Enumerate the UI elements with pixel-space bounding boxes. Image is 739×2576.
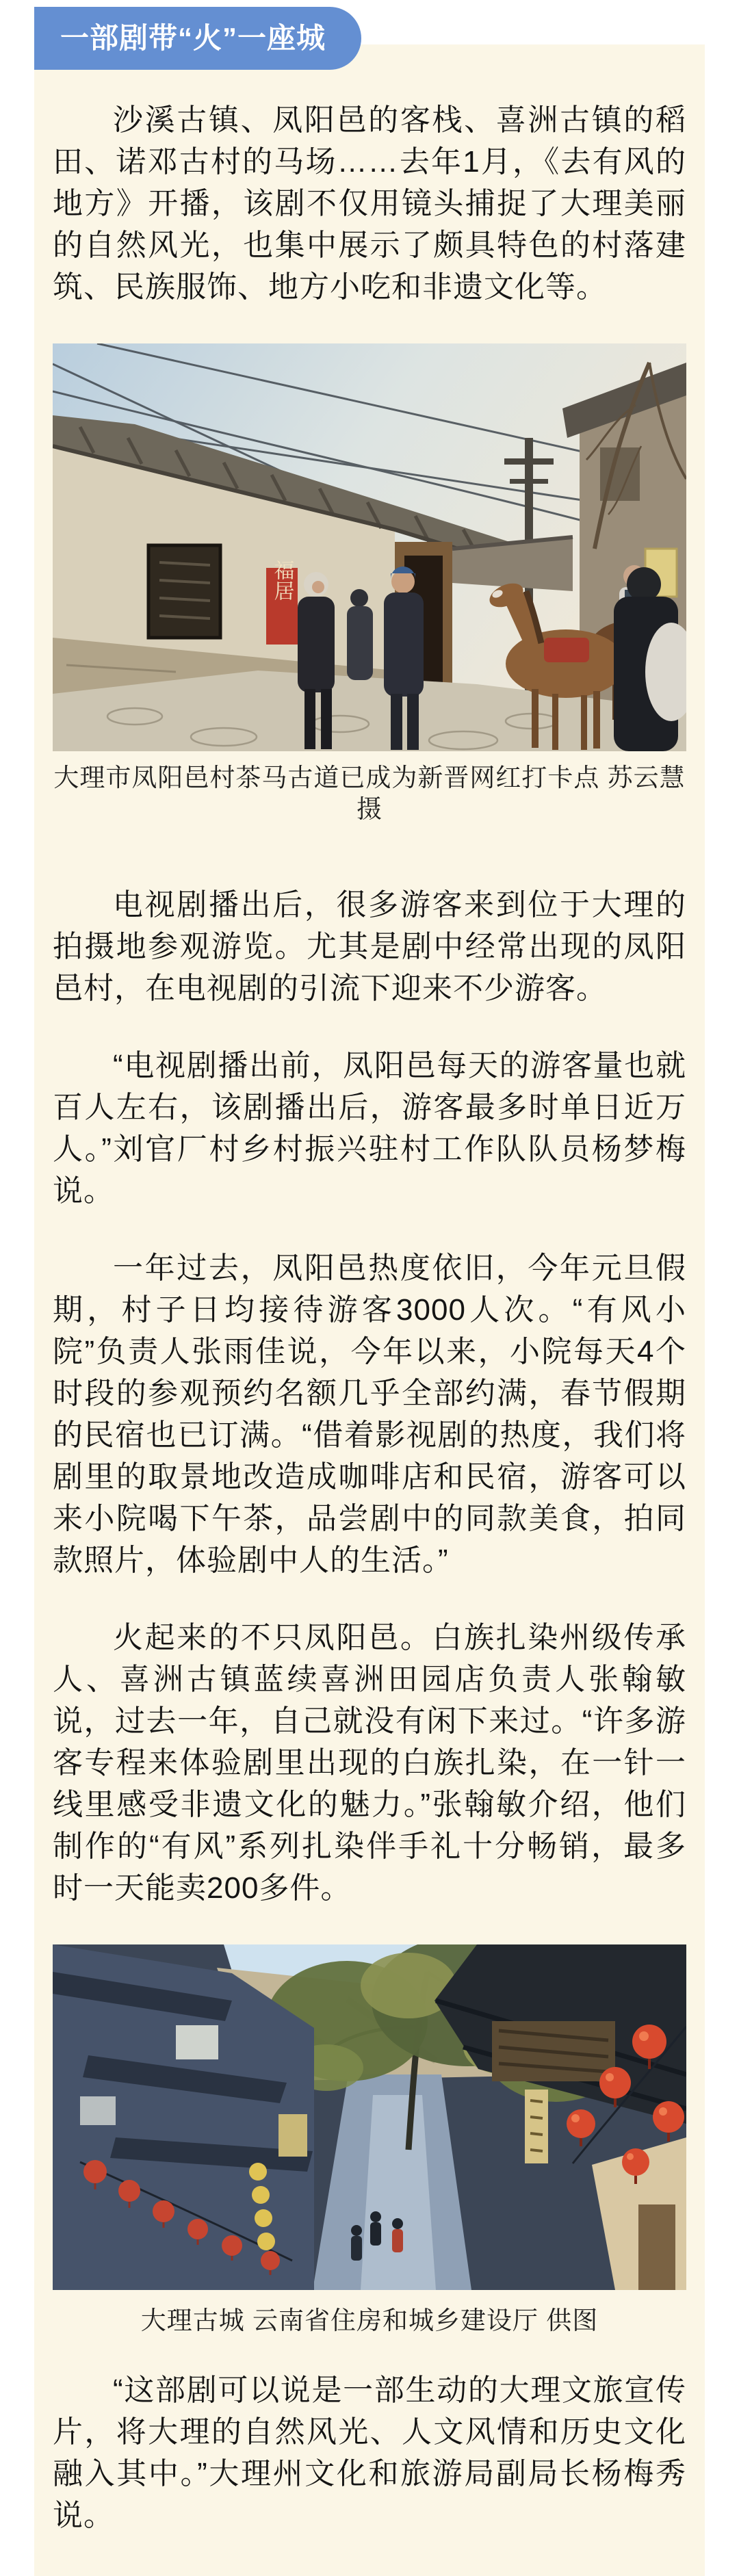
paragraph-closing-quote: “这部剧可以说是一部生动的大理文旅宣传片，将大理的自然风光、人文风情和历史文化融入其中。”大理州文化和旅游局副局长杨梅秀说。 xyxy=(53,2373,686,2532)
paragraph-tie-dye: 火起来的不只凤阳邑。白族扎染州级传承人、喜洲古镇蓝续喜洲田园店负责人张翰敏说，过去一年，自己就没有闲下来过。“许多游客专程来体验剧里出现的白族扎染，在一针一线里感受非遗文化的魅力。”张翰敏介绍，他们制作的“有风”系列扎染伴手礼十分畅销，最多时一天能卖200多件。 xyxy=(53,1621,686,1905)
paragraph-visitors: 电视剧播出后，很多游客来到位于大理的拍摄地参观游览。尤其是剧中经常出现的凤阳邑村，在电视剧的引流下迎来不少游客。 xyxy=(53,888,686,1005)
paragraph-intro: 沙溪古镇、凤阳邑的客栈、喜洲古镇的稻田、诺邓古村的马场……去年1月，《去有风的地方》开播，该剧不仅用镜头捕捉了大理美丽的自然风光，也集中展示了颇具特色的村落建筑、民族服饰、地方小吃和非遗文化等。 xyxy=(53,103,686,304)
section-title-badge: 一部剧带“火”一座城 xyxy=(34,7,361,70)
red-banner-text: 福居 xyxy=(270,560,294,601)
photo-tea-horse-road-illustration xyxy=(53,343,686,751)
paragraph-youfeng-courtyard: 一年过去，凤阳邑热度依旧，今年元旦假期，村子日均接待游客3000人次。“有风小院”负责人张雨佳说，今年以来，小院每天4个时段的参观预约名额几乎全部约满，春节假期的民宿也已订满。“借着影视剧的热度，我们将剧里的取景地改造成咖啡店和民宿，游客可以来小院喝下午茶，品尝剧中的同款美食，拍同款照片，体验剧中人的生活。” xyxy=(53,1251,686,1577)
paragraph-quote-yangmengmei: “电视剧播出前，凤阳邑每天的游客量也就百人左右，该剧播出后，游客最多时单日近万人。”刘官厂村乡村振兴驻村工作队队员杨梦梅说。 xyxy=(53,1049,686,1208)
photo-caption: 大理古城 云南省住房和城乡建设厅 供图 xyxy=(140,2306,599,2334)
figure-dali-old-town xyxy=(53,1944,686,2337)
photo-caption: 大理市凤阳邑村茶马古道已成为新晋网红打卡点 苏云慧 摄 xyxy=(53,764,686,823)
article-card xyxy=(34,22,705,2576)
article-page xyxy=(0,22,739,2532)
photo-dali-old-town-illustration xyxy=(53,1944,686,2290)
figure-tea-horse-road xyxy=(53,343,686,825)
middle-buildings xyxy=(452,537,573,591)
